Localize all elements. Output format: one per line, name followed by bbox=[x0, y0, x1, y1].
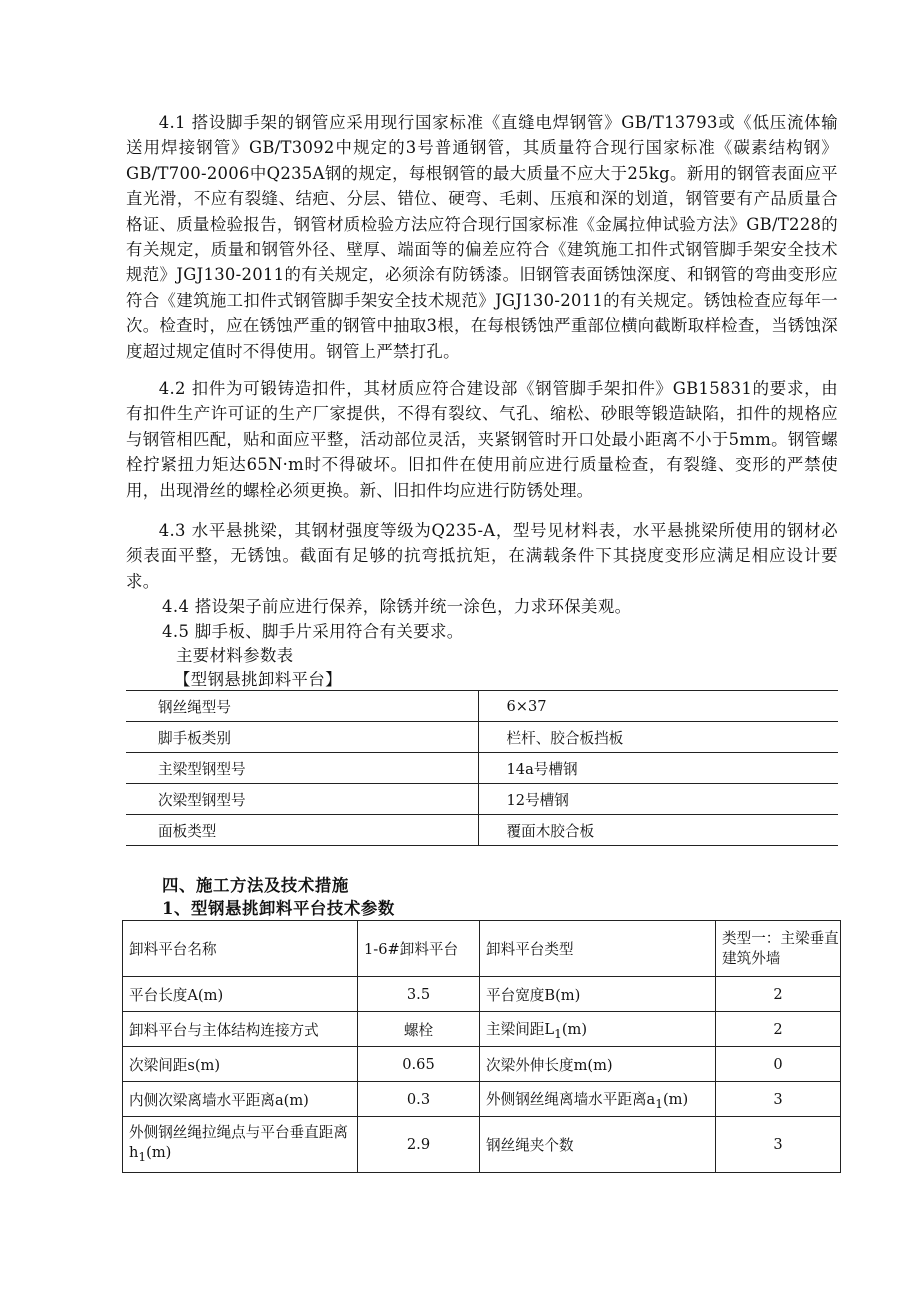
paragraph-4-4: 4.4 搭设架子前应进行保养，除锈并统一涂色，力求环保美观。 bbox=[162, 597, 632, 616]
table-row bbox=[126, 722, 838, 753]
material-value: 14a号槽钢 bbox=[478, 753, 838, 784]
section-subheading: 1、型钢悬挑卸料平台技术参数 bbox=[162, 899, 395, 918]
table-caption: 主要材料参数表 bbox=[176, 646, 294, 665]
material-name: 脚手板类别 bbox=[126, 722, 478, 753]
param-value: 3.5 bbox=[358, 977, 480, 1012]
table-row bbox=[126, 753, 838, 784]
material-value: 覆面木胶合板 bbox=[478, 815, 838, 846]
param-label: 卸料平台类型 bbox=[480, 921, 716, 977]
param-value: 0 bbox=[716, 1047, 841, 1082]
param-label: 外侧钢丝绳拉绳点与平台垂直距离$h_1(m)$ bbox=[123, 1117, 358, 1173]
param-label: 平台宽度B(m) bbox=[480, 977, 716, 1012]
param-label: 次梁间距s(m) bbox=[123, 1047, 358, 1082]
param-label: 主梁间距$L_1(m)$ bbox=[480, 1012, 716, 1047]
param-value: 0.65 bbox=[358, 1047, 480, 1082]
table-row bbox=[123, 977, 841, 1012]
material-value: 6×37 bbox=[478, 691, 838, 722]
param-label: 外侧钢丝绳离墙水平距离$a_1(m)$ bbox=[480, 1082, 716, 1117]
param-value: 3 bbox=[716, 1117, 841, 1173]
param-label: 次梁外伸长度m(m) bbox=[480, 1047, 716, 1082]
material-value: 12号槽钢 bbox=[478, 784, 838, 815]
material-name: 次梁型钢型号 bbox=[126, 784, 478, 815]
table-row bbox=[123, 1117, 841, 1173]
table-row bbox=[123, 1012, 841, 1047]
material-name: 面板类型 bbox=[126, 815, 478, 846]
param-value: 螺栓 bbox=[358, 1012, 480, 1047]
param-label: 内侧次梁离墙水平距离a(m) bbox=[123, 1082, 358, 1117]
table-row bbox=[123, 921, 841, 977]
table-row bbox=[126, 815, 838, 846]
param-value: 1-6#卸料平台 bbox=[358, 921, 480, 977]
param-value: 2.9 bbox=[358, 1117, 480, 1173]
param-value: 类型一：主梁垂直建筑外墙 bbox=[716, 921, 841, 977]
material-value: 栏杆、胶合板挡板 bbox=[478, 722, 838, 753]
material-name: 主梁型钢型号 bbox=[126, 753, 478, 784]
table-row bbox=[126, 691, 838, 722]
table-row bbox=[123, 1082, 841, 1117]
paragraph-4-2: 4.2 扣件为可锻铸造扣件，其材质应符合建设部《钢管脚手架扣件》GB15831的要求，由有扣件生产许可证的生产厂家提供，不得有裂纹、气孔、缩松、砂眼等锻造缺陷，扣件的规格应与钢管相匹配，贴和面应平整，活动部位灵活，夹紧钢管时开口处最小距离不小于5mm。钢管螺栓拧紧扭力矩达65N·m时不得破坏。旧扣件在使用前应进行质量检查，有裂缝、变形的严禁使用，出现滑丝的螺栓必须更换。新、旧扣件均应进行防锈处理。 bbox=[126, 379, 838, 500]
param-label: 卸料平台与主体结构连接方式 bbox=[123, 1012, 358, 1047]
paragraph-4-3: 4.3 水平悬挑梁，其钢材强度等级为Q235-A，型号见材料表，水平悬挑梁所使用的钢材必须表面平整，无锈蚀。截面有足够的抗弯抵抗矩，在满载条件下其挠度变形应满足相应设计要求。 bbox=[126, 521, 838, 591]
param-label: 卸料平台名称 bbox=[123, 921, 358, 977]
material-name: 钢丝绳型号 bbox=[126, 691, 478, 722]
param-value: 0.3 bbox=[358, 1082, 480, 1117]
param-value: 2 bbox=[716, 1012, 841, 1047]
table-subcaption: 【型钢悬挑卸料平台】 bbox=[174, 670, 342, 689]
section-heading: 四、施工方法及技术措施 bbox=[162, 876, 349, 895]
param-label: 钢丝绳夹个数 bbox=[480, 1117, 716, 1173]
paragraph-4-5: 4.5 脚手板、脚手片采用符合有关要求。 bbox=[162, 622, 464, 641]
materials-table bbox=[126, 690, 838, 846]
param-label: 平台长度A(m) bbox=[123, 977, 358, 1012]
param-value: 2 bbox=[716, 977, 841, 1012]
param-value: 3 bbox=[716, 1082, 841, 1117]
paragraph-4-1: 4.1 搭设脚手架的钢管应采用现行国家标准《直缝电焊钢管》GB/T13793或《低压流体输送用焊接钢管》GB/T3092中规定的3号普通钢管，其质量符合现行国家标准《碳素结构钢》GB/T700-2006中Q235A钢的规定，每根钢管的最大质量不应大于25kg。新用的钢管表面应平直光滑，不应有裂缝、结疤、分层、错位、硬弯、毛刺、压痕和深的划道，钢管要有产品质量合格证、质量检验报告，钢管材质检验方法应符合现行国家标准《金属拉伸试验方法》GB/T228的有关规定，质量和钢管外径、壁厚、端面等的偏差应符合《建筑施工扣件式钢管脚手架安全技术规范》JGJ130-2011的有关规定，必须涂有防锈漆。旧钢管表面锈蚀深度、和钢管的弯曲变形应符合《建筑施工扣件式钢管脚手架安全技术规范》JGJ130-2011的有关规定。锈蚀检查应每年一次。检查时，应在锈蚀严重的钢管中抽取3根，在每根锈蚀严重部位横向截断取样检查，当锈蚀深度超过规定值时不得使用。钢管上严禁打孔。 bbox=[126, 113, 838, 361]
table-row bbox=[123, 1047, 841, 1082]
tech-params-table bbox=[122, 920, 841, 1173]
table-row bbox=[126, 784, 838, 815]
